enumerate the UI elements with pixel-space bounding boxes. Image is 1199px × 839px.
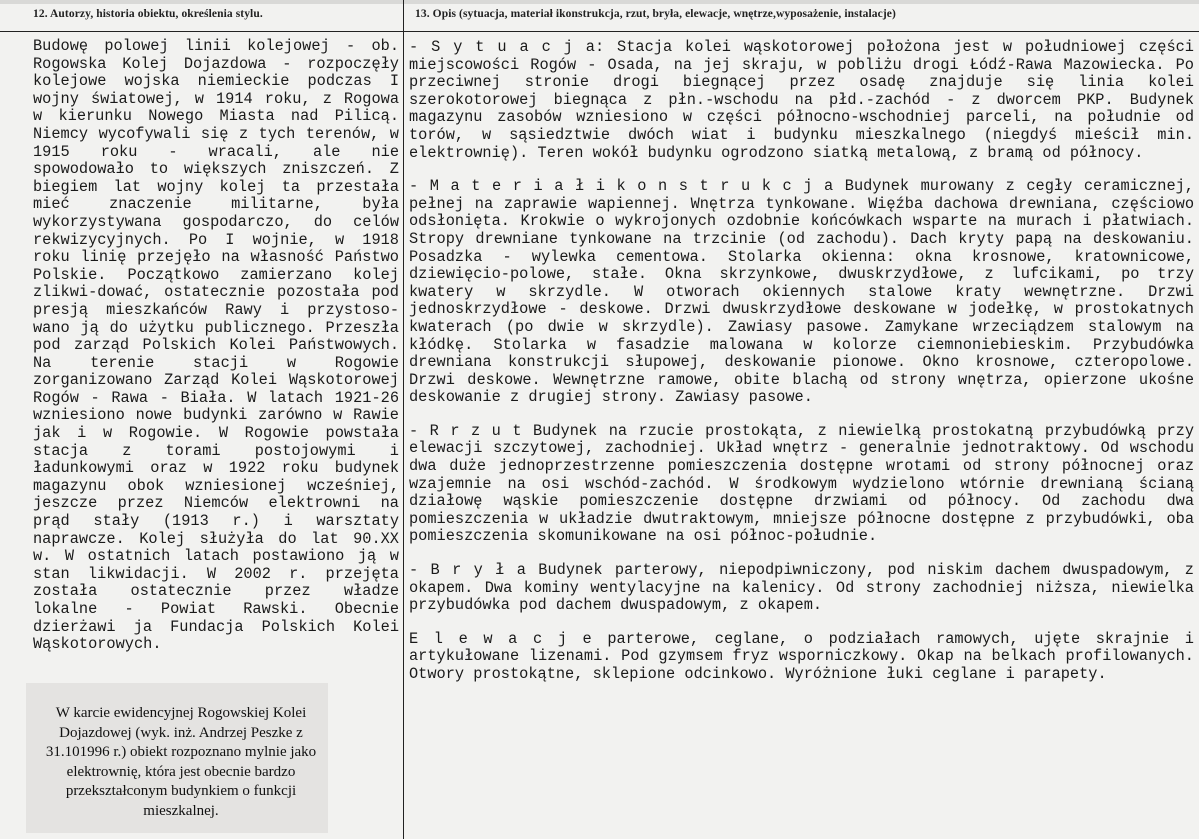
section-12-header: 12. Autorzy, historia obiektu, określenia stylu. [33,8,263,20]
header-rule [0,31,1199,32]
section-sytuacja: - S y t u a c j a: Stacja kolei wąskotorowej położona jest w południowej części miejscowości Rogów - Osada, na jej skraju, w pobliżu drogi Łódź-Rawa Mazowiecka. Po przeciwnej stronie drogi biegnącej przez osadę znajduje się linia kolei szerokotorowej biegnąca z płn.-wschodu na płd.-zachód - z dworcem PKP. Budynek magazynu zasobów wzniesiono w części północno-wschodniej parceli, na południe od torów, w sąsiedztwie dwóch wiat i budynku mieszkalnego (niegdyś mieścił min. elektrownię). Teren wokół budynku ogrodzono siatką metalową, z bramą od północy. [409,38,1194,162]
note-text: W karcie ewidencyjnej Rogowskiej Kolei Dojazdowej (wyk. inż. Andrzej Peszke z 31.101996 r.) obiekt rozpoznano mylnie jako elektrownię, która jest obecnie bardzo przekształconym budynkiem o funkcji mieszkalnej. [45,705,317,819]
section-elewacje: E l e w a c j e parterowe, ceglane, o podziałach ramowych, ujęte skrajnie i artykułowane lizenami. Pod gzymsem fryz wsporniczkowy. Okap na belkach profilowanych. Otwory prostokątne, sklepione odcinkowo. Wyróżnione łuki ceglane i parapety. [409,629,1194,683]
section-rzut: - R r z u t Budynek na rzucie prostokąta, z niewielką prostokatną przybudówką przy elewacji szczytowej, zachodniej. Układ wnętrz - generalnie jednotraktowy. Od wschodu dwa duże jednoprzestrzenne pomieszczenia dostępne wrotami od strony północnej oraz wzajemnie na osi wschód-zachód. W środkowym wydzielono wtórnie drewnianą ścianą działowę wąskie pomieszczenie dostępne drzwiami od północy. Od zachodu dwa pomieszczenia w układzie dwutraktowym, mniejsze północne dostępne z przybudówki, oba pomieszczenia skomunikowane na osi północ-południe. [409,421,1194,546]
section-bryla: - B r y ł a Budynek parterowy, niepodpiwniczony, pod niskim dachem dwuspadowym, z okapem. Dwa kominy wentylacyjne na kalenicy. Od strony zachodniej niższa, niewielka przybudówka pod dachem dwuspadowym, z okapem. [409,561,1194,615]
page-top-edge [0,0,1199,4]
history-text: Budowę polowej linii kolejowej - ob. Rogowska Kolej Dojazdowa - rozpoczęły kolejowe wojska niemieckie podczas I wojny światowej, w 1914 roku, z Rogowa w kierunku Nowego Miasta nad Pilicą. Niemcy wycofywali się z tych terenów, w 1915 roku - wracali, ale nie spowodowało to większych zniszczeń. Z biegiem lat wojny kolej ta przestała mieć znaczenie militarne, była wykorzystywana gospodarczo, do celów rekwizycyjnych. Po I wojnie, w 1918 roku linię przejęło na własność Państwo Polskie. Początkowo zamierzano kolej zlikwi-dować, ostatecznie pozostała pod presją mieszkańców Rawy i przystoso-wano ją do użytku publicznego. Przeszła pod zarząd Polskich Kolei Państwowych. Na terenie stacji w Rogowie zorganizowano Zarząd Kolei Wąskotorowej Rogów - Rawa - Biała. W latach 1921-26 wzniesiono nowe budynki zarówno w Rawie jak i w Rogowie. W Rogowie powstała stacja z torami postojowymi i ładunkowymi oraz w 1922 roku budynek magazynu obok wzniesionej wcześniej, jeszcze przez Niemców elektrowni na prąd stały (1913 r.) i warsztaty naprawcze. Kolej służyła do lat 90.XX w. W ostatnich latach postawiono ją w stan likwidacji. W 2002 r. przejęta została ostatecznie przez władze lokalne - Powiat Rawski. Obecnie dzierżawi ja Fundacja Polskich Kolei Wąskotorowych. [33,37,399,654]
description-column [409,39,1194,700]
section-13-header: 13. Opis (sytuacja, materiał ikonstrukcja, rzut, bryła, elewacje, wnętrze,wyposażenie, instalacje) [415,8,896,20]
section-material-konstrukcja: - M a t e r i a ł i k o n s t r u k c j a Budynek murowany z cegły ceramicznej, pełnej na zaprawie wapiennej. Wnętrza tynkowane. Więźba dachowa drewniana, częściowo odsłonięta. Krokwie o wykrojonych ozdobnie końcówkach wsparte na murach i płatwiach. Stropy drewniane tynkowane na trzcinie (od zachodu). Dach kryty papą na deskowaniu. Posadzka - wylewka cementowa. Stolarka okienna: okna krosnowe, kratownicowe, dziewięcio-polowe, stałe. Okna skrzynkowe, dwuskrzydłowe, z lufcikami, po trzy kwatery w skrzydle. W otworach okiennych stalowe kraty wewnętrzne. Drzwi jednoskrzydłowe - deskowe. Drzwi dwuskrzydłowe deskowane w jodełkę, w prostokatnych kwaterach (po dwie w skrzydle). Zawiasy pasowe. Zamykane wrzeciądzem stalowym na kłódkę. Stolarka w fasadzie malowana w kolorze ciemnoniebieskim. Przybudówka drewniana konstrukcji słupowej, deskowanie pionowe. Okno krosnowe, czteropolowe. Drzwi deskowe. Wewnętrzne ramowe, obite blachą od strony wnętrza, opierzone ukośne deskowanie z drugiej strony. Zawiasy pasowe. [409,177,1194,407]
column-divider [403,0,404,839]
